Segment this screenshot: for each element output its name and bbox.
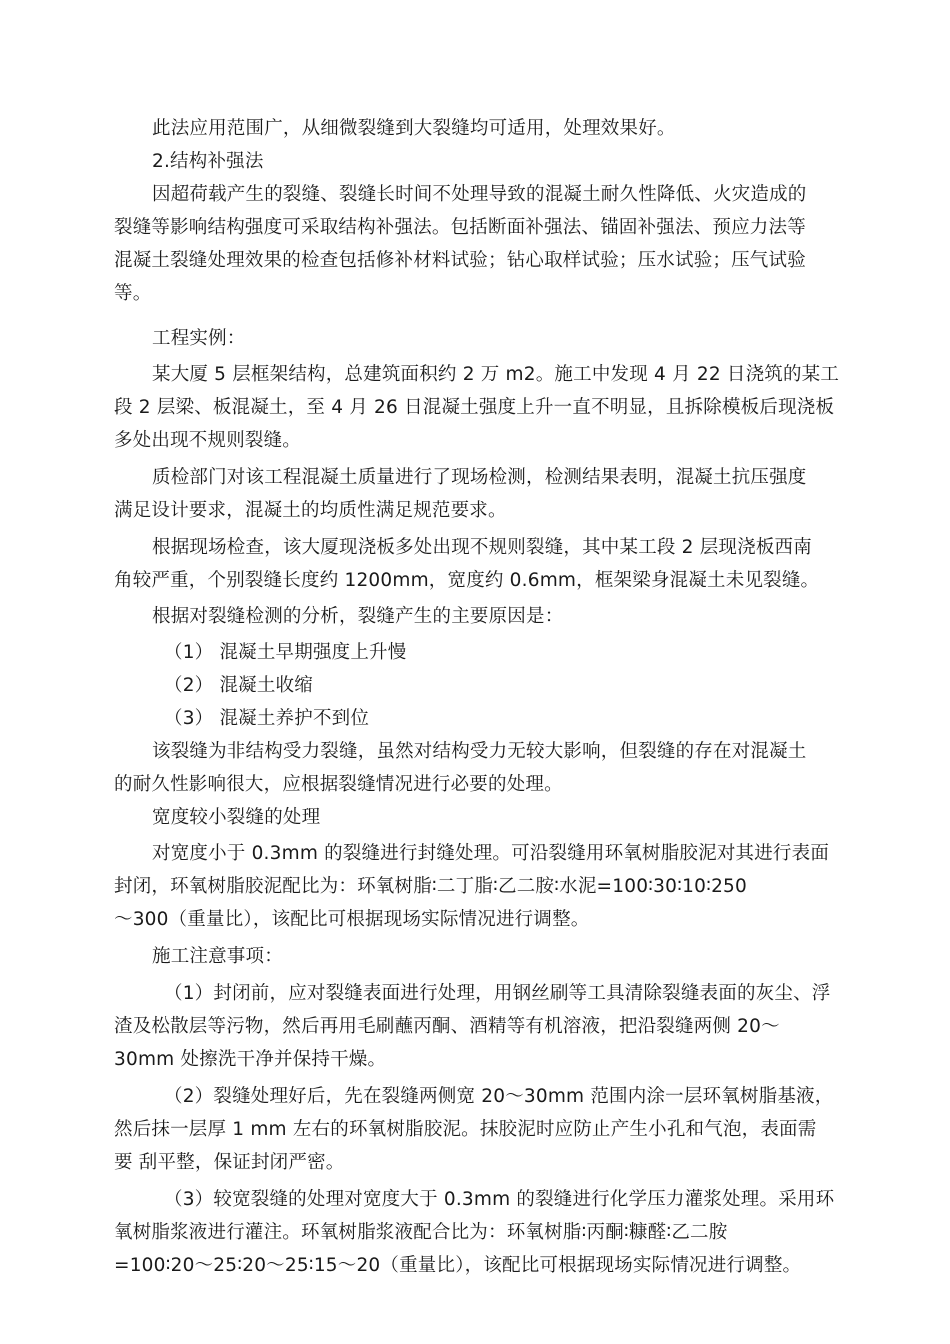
paragraph-line: 因超荷载产生的裂缝、裂缝长时间不处理导致的混凝土耐久性降低、火灾造成的 [152,184,807,205]
paragraph-line: （2）裂缝处理好后，先在裂缝两侧宽 20～30mm 范围内涂一层环氧树脂基液， [164,1086,834,1107]
paragraph-line: ～300（重量比），该配比可根据现场实际情况进行调整。 [114,909,590,930]
paragraph-line: 该裂缝为非结构受力裂缝，虽然对结构受力无较大影响，但裂缝的存在对混凝土 [152,741,807,762]
paragraph-line: 裂缝等影响结构强度可采取结构补强法。包括断面补强法、锚固补强法、预应力法等 [114,217,806,238]
paragraph-line: 满足设计要求，混凝土的均质性满足规范要求。 [114,500,507,521]
paragraph-line: 段 2 层梁、板混凝土，至 4 月 26 日混凝土强度上升一直不明显，且拆除模板后现浇板 [114,397,835,418]
paragraph-line: =100∶20～25∶20～25∶15～20（重量比），该配比可根据现场实际情况进行调整。 [114,1255,802,1276]
paragraph-line: 要 刮平整，保证封闭严密。 [114,1152,345,1173]
paragraph-line: （1）封闭前，应对裂缝表面进行处理，用钢丝刷等工具清除裂缝表面的灰尘、浮 [164,983,831,1004]
paragraph-line: 根据现场检查，该大厦现浇板多处出现不规则裂缝，其中某工段 2 层现浇板西南 [152,537,812,558]
subheading-notes: 施工注意事项： [152,946,283,967]
list-item: （3） 混凝土养护不到位 [164,708,370,729]
paragraph-line: 根据对裂缝检测的分析，裂缝产生的主要原因是： [152,606,564,627]
paragraph-line: （3）较宽裂缝的处理对宽度大于 0.3mm 的裂缝进行化学压力灌浆处理。采用环 [164,1189,835,1210]
list-item: （2） 混凝土收缩 [164,675,313,696]
paragraph-line: 然后抹一层厚 1 mm 左右的环氧树脂胶泥。抹胶泥时应防止产生小孔和气泡，表面需 [114,1119,817,1140]
paragraph-line: 某大厦 5 层框架结构，总建筑面积约 2 万 m2。施工中发现 4 月 22 日浇筑的某工 [152,364,840,385]
list-item: （1） 混凝土早期强度上升慢 [164,642,407,663]
paragraph-line: 质检部门对该工程混凝土质量进行了现场检测，检测结果表明，混凝土抗压强度 [152,467,807,488]
section-heading: 2.结构补强法 [152,151,264,172]
subheading-example: 工程实例： [152,328,246,349]
paragraph-line: 封闭，环氧树脂胶泥配比为：环氧树脂∶二丁脂∶乙二胺∶水泥=100∶30∶10∶250 [114,876,747,897]
paragraph-line: 等。 [114,283,152,304]
paragraph-line: 的耐久性影响很大，应根据裂缝情况进行必要的处理。 [114,774,563,795]
subheading-narrow-cracks: 宽度较小裂缝的处理 [152,807,321,828]
paragraph-line: 对宽度小于 0.3mm 的裂缝进行封缝处理。可沿裂缝用环氧树脂胶泥对其进行表面 [152,843,830,864]
paragraph-line: 氧树脂浆液进行灌注。环氧树脂浆液配合比为：环氧树脂∶丙酮∶糠醛∶乙二胺 [114,1222,728,1243]
paragraph-line: 此法应用范围广，从细微裂缝到大裂缝均可适用，处理效果好。 [152,118,676,139]
document-body [114,112,840,1282]
paragraph-line: 渣及松散层等污物，然后再用毛刷蘸丙酮、酒精等有机溶液，把沿裂缝两侧 20～ [114,1016,780,1037]
paragraph-line: 30mm 处擦洗干净并保持干燥。 [114,1049,387,1070]
paragraph-line: 角较严重，个别裂缝长度约 1200mm，宽度约 0.6mm，框架梁身混凝土未见裂缝。 [114,570,820,591]
paragraph-line: 混凝土裂缝处理效果的检查包括修补材料试验；钻心取样试验；压水试验；压气试验 [114,250,806,271]
paragraph-line: 多处出现不规则裂缝。 [114,430,302,451]
